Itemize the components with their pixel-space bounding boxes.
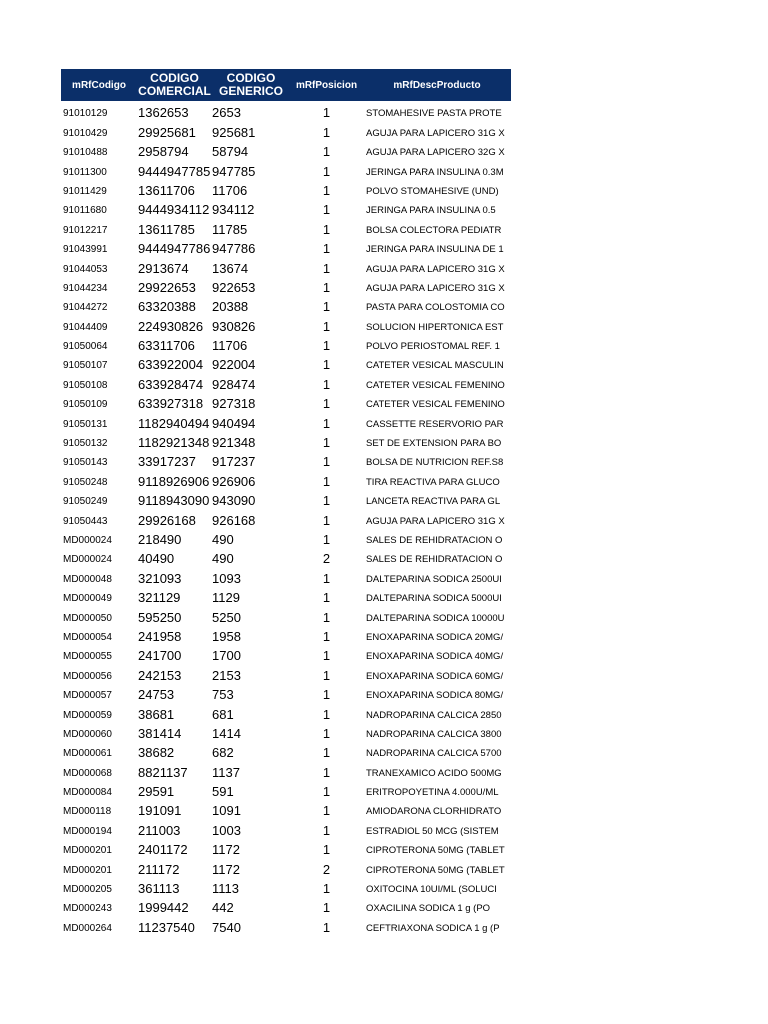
table-row	[61, 334, 511, 353]
table-row	[61, 605, 511, 624]
header-codigo-generico: CODIGO GENERICO	[218, 71, 283, 98]
cell-codigo-generico: 1172	[212, 861, 240, 877]
cell-mrfposicion: 1	[322, 105, 331, 121]
cell-codigo-generico: 58794	[212, 144, 249, 160]
cell-mrfcodigo: 91010129	[63, 108, 108, 120]
table-row	[61, 683, 511, 702]
table-row	[61, 644, 511, 663]
table-row	[61, 392, 511, 411]
cell-mrfcodigo: MD000243	[63, 903, 112, 915]
cell-mrfposicion: 1	[322, 221, 331, 237]
cell-codigo-comercial: 241958	[138, 628, 182, 644]
cell-mrfdescproducto: OXACILINA SODICA 1 g (PO	[366, 903, 491, 915]
cell-mrfdescproducto: AGUJA PARA LAPICERO 31G X	[366, 282, 505, 294]
cell-mrfdescproducto: NADROPARINA CALCICA 3800	[366, 728, 502, 740]
table-row	[61, 760, 511, 779]
cell-mrfposicion: 1	[322, 124, 331, 140]
cell-mrfdescproducto: NADROPARINA CALCICA 5700	[366, 748, 502, 760]
cell-mrfcodigo: 91050248	[63, 476, 108, 488]
table-row	[61, 586, 511, 605]
cell-mrfdescproducto: DALTEPARINA SODICA 2500UI	[366, 573, 502, 585]
table-row	[61, 276, 511, 295]
cell-mrfposicion: 1	[322, 435, 331, 451]
cell-mrfdescproducto: CATETER VESICAL FEMENINO	[366, 399, 505, 411]
table-row	[61, 450, 511, 469]
cell-mrfposicion: 1	[322, 396, 331, 412]
cell-mrfdescproducto: SET DE EXTENSION PARA BO	[366, 438, 502, 450]
cell-codigo-generico: 11706	[212, 338, 248, 354]
cell-codigo-generico: 928474	[212, 376, 256, 392]
cell-codigo-generico: 490	[212, 531, 234, 547]
cell-codigo-generico: 927318	[212, 396, 256, 412]
cell-mrfdescproducto: BOLSA COLECTORA PEDIATR	[366, 224, 502, 236]
table-row	[61, 431, 511, 450]
cell-mrfcodigo: MD000118	[63, 806, 112, 818]
cell-codigo-comercial: 13611785	[138, 221, 195, 237]
cell-codigo-comercial: 9444934112	[138, 202, 210, 218]
cell-mrfposicion: 1	[322, 531, 331, 547]
cell-codigo-comercial: 11237540	[138, 919, 195, 935]
cell-codigo-comercial: 242153	[138, 667, 182, 683]
cell-mrfdescproducto: AMIODARONA CLORHIDRATO	[366, 806, 502, 818]
cell-mrfposicion: 1	[322, 667, 331, 683]
table-row	[61, 101, 511, 120]
cell-mrfdescproducto: NADROPARINA CALCICA 2850	[366, 709, 502, 721]
cell-mrfcodigo: 91044409	[63, 321, 108, 333]
cell-mrfposicion: 1	[322, 900, 331, 916]
cell-mrfdescproducto: AGUJA PARA LAPICERO 31G X	[366, 127, 505, 139]
cell-mrfcodigo: MD000059	[63, 709, 112, 721]
table-row	[61, 353, 511, 372]
table-row	[61, 489, 511, 508]
cell-mrfposicion: 1	[322, 260, 331, 276]
table-row	[61, 314, 511, 333]
cell-mrfposicion: 1	[322, 609, 331, 625]
cell-codigo-generico: 681	[212, 706, 234, 722]
cell-codigo-comercial: 211172	[138, 861, 180, 877]
table-row	[61, 295, 511, 314]
table-row	[61, 722, 511, 741]
cell-mrfdescproducto: CATETER VESICAL MASCULIN	[366, 360, 504, 372]
cell-mrfcodigo: MD000205	[63, 884, 112, 896]
table-row	[61, 877, 511, 896]
cell-mrfdescproducto: DALTEPARINA SODICA 10000U	[366, 612, 505, 624]
cell-mrfdescproducto: AGUJA PARA LAPICERO 31G X	[366, 515, 505, 527]
cell-mrfdescproducto: JERINGA PARA INSULINA DE 1	[366, 244, 504, 256]
cell-codigo-comercial: 595250	[138, 609, 182, 625]
cell-mrfposicion: 1	[322, 803, 331, 819]
cell-mrfdescproducto: CIPROTERONA 50MG (TABLET	[366, 864, 505, 876]
cell-codigo-comercial: 29926168	[138, 512, 196, 528]
cell-mrfposicion: 1	[322, 764, 331, 780]
cell-codigo-generico: 1113	[212, 881, 239, 897]
cell-codigo-comercial: 321093	[138, 570, 182, 586]
cell-codigo-generico: 943090	[212, 493, 256, 509]
cell-mrfcodigo: 91011429	[63, 185, 107, 197]
cell-mrfposicion: 1	[322, 318, 331, 334]
cell-mrfdescproducto: JERINGA PARA INSULINA 0.3M	[366, 166, 504, 178]
table-row	[61, 857, 511, 876]
cell-codigo-comercial: 29925681	[138, 124, 196, 140]
cell-codigo-generico: 921348	[212, 435, 256, 451]
cell-mrfcodigo: MD000024	[63, 554, 112, 566]
table-row	[61, 508, 511, 527]
cell-mrfposicion: 1	[322, 570, 331, 586]
cell-mrfposicion: 1	[322, 822, 331, 838]
table-row	[61, 566, 511, 585]
spreadsheet-table	[61, 69, 511, 935]
cell-mrfcodigo: MD000055	[63, 651, 112, 663]
cell-mrfcodigo: 91010429	[63, 127, 108, 139]
cell-mrfdescproducto: OXITOCINA 10UI/ML (SOLUCI	[366, 884, 497, 896]
cell-codigo-comercial: 13611706	[138, 182, 195, 198]
table-row	[61, 411, 511, 430]
cell-codigo-comercial: 40490	[138, 551, 175, 567]
cell-codigo-generico: 1414	[212, 725, 241, 741]
cell-codigo-comercial: 381414	[138, 725, 182, 741]
cell-codigo-comercial: 191091	[138, 803, 182, 819]
cell-mrfposicion: 1	[322, 454, 331, 470]
cell-mrfposicion: 1	[322, 299, 331, 315]
cell-codigo-comercial: 218490	[138, 531, 182, 547]
cell-mrfdescproducto: SOLUCION HIPERTONICA EST	[366, 321, 504, 333]
cell-mrfcodigo: 91011300	[63, 166, 107, 178]
cell-mrfcodigo: MD000048	[63, 573, 112, 585]
cell-codigo-comercial: 1362653	[138, 105, 189, 121]
cell-codigo-comercial: 633928474	[138, 376, 204, 392]
cell-mrfposicion: 1	[322, 628, 331, 644]
cell-mrfcodigo: 91043991	[63, 244, 108, 256]
cell-mrfposicion: 2	[322, 861, 331, 877]
cell-mrfcodigo: 91050107	[63, 360, 108, 372]
cell-mrfdescproducto: POLVO PERIOSTOMAL REF. 1	[366, 341, 500, 353]
cell-mrfdescproducto: AGUJA PARA LAPICERO 31G X	[366, 263, 505, 275]
cell-mrfdescproducto: POLVO STOMAHESIVE (UND)	[366, 185, 499, 197]
cell-codigo-generico: 922653	[212, 279, 256, 295]
cell-mrfdescproducto: ENOXAPARINA SODICA 60MG/	[366, 670, 504, 682]
table-row	[61, 217, 511, 236]
table-row	[61, 237, 511, 256]
cell-codigo-generico: 917237	[212, 454, 256, 470]
cell-mrfcodigo: 91050443	[63, 515, 108, 527]
cell-codigo-comercial: 321129	[138, 590, 181, 606]
cell-mrfposicion: 1	[322, 842, 331, 858]
cell-codigo-generico: 934112	[212, 202, 255, 218]
cell-mrfdescproducto: ENOXAPARINA SODICA 80MG/	[366, 690, 504, 702]
cell-codigo-comercial: 38681	[138, 706, 175, 722]
cell-mrfposicion: 1	[322, 144, 331, 160]
cell-mrfcodigo: 91011680	[63, 205, 107, 217]
table-row	[61, 896, 511, 915]
table-row	[61, 372, 511, 391]
cell-mrfposicion: 1	[322, 881, 331, 897]
cell-codigo-generico: 947786	[212, 241, 256, 257]
cell-mrfcodigo: 91050131	[63, 418, 108, 430]
cell-codigo-comercial: 63311706	[138, 338, 195, 354]
cell-codigo-generico: 442	[212, 900, 234, 916]
cell-mrfcodigo: MD000057	[63, 690, 112, 702]
table-row	[61, 256, 511, 275]
cell-mrfcodigo: 91012217	[63, 224, 108, 236]
cell-codigo-generico: 926168	[212, 512, 256, 528]
cell-mrfdescproducto: ERITROPOYETINA 4.000U/ML	[366, 787, 499, 799]
table-row	[61, 528, 511, 547]
cell-codigo-comercial: 9444947785	[138, 163, 211, 179]
cell-mrfposicion: 1	[322, 706, 331, 722]
cell-codigo-generico: 5250	[212, 609, 241, 625]
cell-codigo-generico: 1700	[212, 648, 241, 664]
cell-mrfcodigo: MD000024	[63, 534, 112, 546]
table-row	[61, 838, 511, 857]
cell-codigo-comercial: 1182940494	[138, 415, 210, 431]
cell-codigo-generico: 7540	[212, 919, 241, 935]
table-row	[61, 625, 511, 644]
table-row	[61, 780, 511, 799]
cell-mrfposicion: 1	[322, 687, 331, 703]
cell-mrfposicion: 1	[322, 473, 331, 489]
cell-mrfposicion: 1	[322, 415, 331, 431]
table-row	[61, 469, 511, 488]
cell-mrfdescproducto: TRANEXAMICO ACIDO 500MG	[366, 767, 502, 779]
table-row	[61, 818, 511, 837]
cell-codigo-comercial: 633927318	[138, 396, 204, 412]
table-body	[61, 101, 511, 935]
header-mrfposicion: mRfPosicion	[295, 79, 358, 91]
cell-codigo-comercial: 1999442	[138, 900, 189, 916]
cell-codigo-generico: 2653	[212, 105, 241, 121]
cell-codigo-generico: 947785	[212, 163, 256, 179]
cell-mrfposicion: 1	[322, 725, 331, 741]
cell-codigo-generico: 940494	[212, 415, 256, 431]
cell-mrfdescproducto: SALES DE REHIDRATACION O	[366, 534, 503, 546]
cell-mrfcodigo: 91050132	[63, 438, 108, 450]
cell-mrfdescproducto: TIRA REACTIVA PARA GLUCO	[366, 476, 500, 488]
cell-codigo-comercial: 2401172	[138, 842, 188, 858]
cell-codigo-generico: 925681	[212, 124, 256, 140]
cell-codigo-generico: 1172	[212, 842, 240, 858]
table-row	[61, 547, 511, 566]
cell-codigo-generico: 753	[212, 687, 234, 703]
table-row	[61, 702, 511, 721]
cell-codigo-generico: 11785	[212, 221, 248, 237]
cell-mrfcodigo: 91050249	[63, 496, 108, 508]
cell-codigo-generico: 682	[212, 745, 234, 761]
cell-mrfcodigo: 91050108	[63, 379, 108, 391]
cell-mrfcodigo: MD000201	[63, 864, 112, 876]
cell-mrfposicion: 1	[322, 648, 331, 664]
cell-mrfposicion: 1	[322, 512, 331, 528]
cell-mrfcodigo: 91044053	[63, 263, 108, 275]
cell-codigo-generico: 926906	[212, 473, 256, 489]
cell-codigo-generico: 930826	[212, 318, 256, 334]
cell-codigo-comercial: 633922004	[138, 357, 204, 373]
cell-codigo-generico: 1137	[212, 764, 240, 780]
cell-mrfcodigo: 91010488	[63, 147, 108, 159]
cell-mrfcodigo: MD000060	[63, 728, 112, 740]
cell-mrfcodigo: 91050143	[63, 457, 108, 469]
cell-codigo-comercial: 1182921348	[138, 435, 210, 451]
cell-codigo-generico: 490	[212, 551, 234, 567]
cell-codigo-comercial: 2913674	[138, 260, 189, 276]
cell-codigo-generico: 922004	[212, 357, 256, 373]
cell-codigo-generico: 1091	[212, 803, 241, 819]
cell-codigo-comercial: 24753	[138, 687, 175, 703]
table-row	[61, 140, 511, 159]
cell-mrfcodigo: MD000056	[63, 670, 112, 682]
cell-codigo-comercial: 8821137	[138, 764, 188, 780]
header-mrfdescproducto: mRfDescProducto	[393, 79, 481, 91]
cell-codigo-generico: 1129	[212, 590, 240, 606]
cell-mrfcodigo: 91044234	[63, 282, 108, 294]
cell-codigo-generico: 1003	[212, 822, 241, 838]
cell-mrfdescproducto: STOMAHESIVE PASTA PROTE	[366, 108, 502, 120]
cell-mrfposicion: 2	[322, 551, 331, 567]
cell-mrfposicion: 1	[322, 202, 331, 218]
cell-codigo-generico: 20388	[212, 299, 249, 315]
cell-codigo-comercial: 211003	[138, 822, 181, 838]
cell-mrfcodigo: 91050109	[63, 399, 108, 411]
cell-mrfposicion: 1	[322, 338, 331, 354]
cell-mrfcodigo: MD000084	[63, 787, 112, 799]
cell-codigo-comercial: 9118926906	[138, 473, 210, 489]
cell-codigo-generico: 1093	[212, 570, 241, 586]
header-mrfcodigo: mRfCodigo	[72, 79, 126, 91]
cell-codigo-comercial: 29591	[138, 784, 175, 800]
cell-mrfcodigo: 91050064	[63, 341, 108, 353]
cell-mrfposicion: 1	[322, 784, 331, 800]
cell-mrfposicion: 1	[322, 182, 331, 198]
cell-mrfposicion: 1	[322, 745, 331, 761]
header-codigo-comercial: CODIGO COMERCIAL	[138, 71, 211, 98]
cell-mrfposicion: 1	[322, 279, 331, 295]
cell-codigo-comercial: 241700	[138, 648, 182, 664]
cell-mrfposicion: 1	[322, 376, 331, 392]
cell-codigo-generico: 2153	[212, 667, 241, 683]
cell-mrfdescproducto: CASSETTE RESERVORIO PAR	[366, 418, 504, 430]
table-header	[61, 69, 511, 101]
cell-codigo-comercial: 361113	[138, 881, 180, 897]
cell-codigo-generico: 13674	[212, 260, 249, 276]
cell-mrfdescproducto: LANCETA REACTIVA PARA GL	[366, 496, 501, 508]
cell-mrfposicion: 1	[322, 163, 331, 179]
cell-mrfposicion: 1	[322, 357, 331, 373]
table-row	[61, 198, 511, 217]
cell-mrfcodigo: MD000068	[63, 767, 112, 779]
cell-mrfdescproducto: JERINGA PARA INSULINA 0.5	[366, 205, 496, 217]
table-row	[61, 159, 511, 178]
cell-mrfdescproducto: CEFTRIAXONA SODICA 1 g (P	[366, 922, 500, 934]
cell-mrfdescproducto: CIPROTERONA 50MG (TABLET	[366, 845, 505, 857]
cell-mrfcodigo: MD000264	[63, 922, 112, 934]
cell-mrfdescproducto: ENOXAPARINA SODICA 40MG/	[366, 651, 504, 663]
cell-mrfcodigo: MD000061	[63, 748, 112, 760]
table-row	[61, 799, 511, 818]
cell-mrfcodigo: MD000194	[63, 825, 112, 837]
cell-codigo-comercial: 9444947786	[138, 241, 211, 257]
cell-mrfposicion: 1	[322, 241, 331, 257]
cell-codigo-generico: 1958	[212, 628, 241, 644]
cell-mrfdescproducto: AGUJA PARA LAPICERO 32G X	[366, 147, 505, 159]
cell-codigo-comercial: 9118943090	[138, 493, 210, 509]
cell-mrfdescproducto: ESTRADIOL 50 MCG (SISTEM	[366, 825, 499, 837]
table-row	[61, 663, 511, 682]
table-row	[61, 915, 511, 934]
cell-mrfcodigo: MD000049	[63, 593, 112, 605]
cell-mrfcodigo: MD000050	[63, 612, 112, 624]
cell-codigo-comercial: 38682	[138, 745, 175, 761]
cell-codigo-comercial: 2958794	[138, 144, 189, 160]
cell-mrfcodigo: 91044272	[63, 302, 108, 314]
cell-mrfcodigo: MD000054	[63, 631, 112, 643]
cell-codigo-comercial: 224930826	[138, 318, 204, 334]
cell-codigo-generico: 11706	[212, 182, 248, 198]
cell-mrfdescproducto: PASTA PARA COLOSTOMIA CO	[366, 302, 505, 314]
table-row	[61, 741, 511, 760]
cell-codigo-generico: 591	[212, 784, 234, 800]
cell-codigo-comercial: 29922653	[138, 279, 196, 295]
cell-mrfposicion: 1	[322, 590, 331, 606]
cell-mrfposicion: 1	[322, 493, 331, 509]
cell-mrfdescproducto: ENOXAPARINA SODICA 20MG/	[366, 631, 504, 643]
cell-mrfdescproducto: BOLSA DE NUTRICION REF.S8	[366, 457, 504, 469]
cell-mrfdescproducto: CATETER VESICAL FEMENINO	[366, 379, 505, 391]
cell-codigo-comercial: 33917237	[138, 454, 196, 470]
cell-mrfdescproducto: DALTEPARINA SODICA 5000UI	[366, 593, 502, 605]
cell-mrfcodigo: MD000201	[63, 845, 112, 857]
cell-mrfposicion: 1	[322, 919, 331, 935]
table-row	[61, 179, 511, 198]
cell-mrfdescproducto: SALES DE REHIDRATACION O	[366, 554, 503, 566]
table-row	[61, 120, 511, 139]
cell-codigo-comercial: 63320388	[138, 299, 196, 315]
